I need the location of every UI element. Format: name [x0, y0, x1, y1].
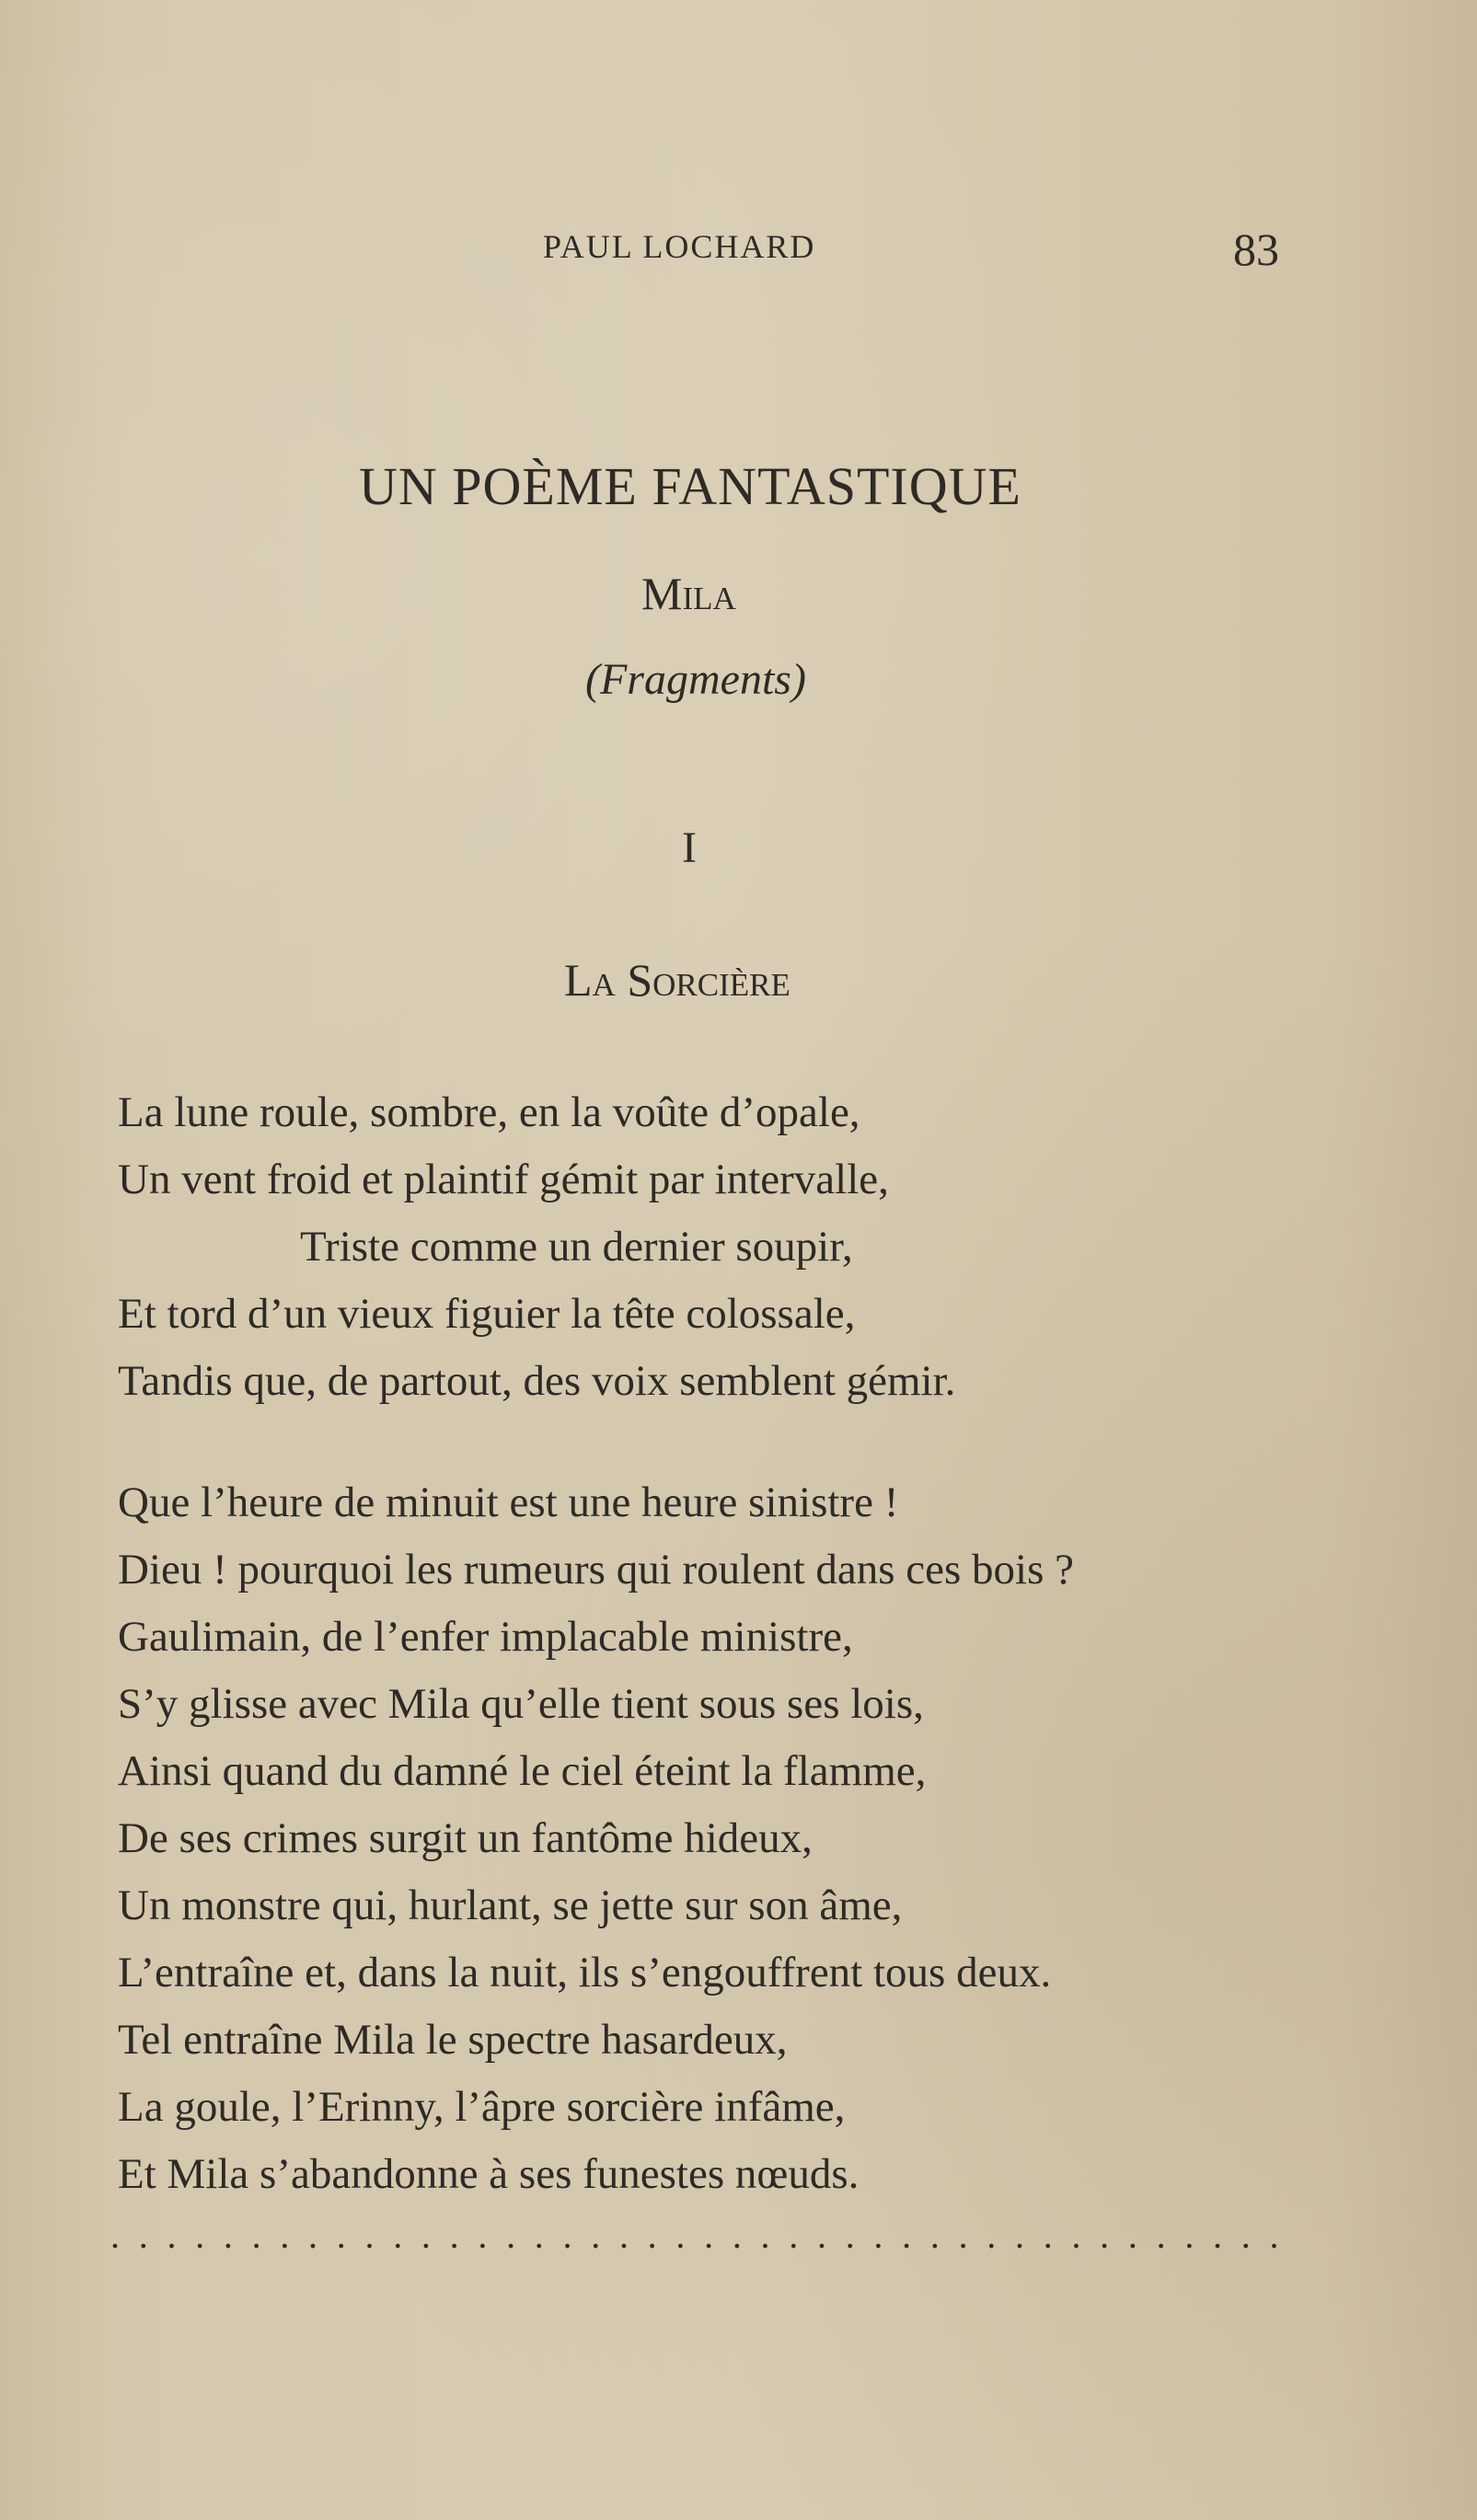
ellipsis-dot: .: [1071, 2215, 1081, 2256]
ellipsis-dot: .: [364, 2215, 375, 2256]
ellipsis-dot: .: [449, 2215, 459, 2256]
ellipsis-dot: .: [789, 2215, 799, 2256]
ellipsis-dot: .: [704, 2215, 714, 2256]
poem-line-2-2: Dieu ! pourquoi les rumeurs qui roulent dans ces bois ?: [118, 1546, 1075, 1594]
poem-line-2-4: S’y glisse avec Mila qu’elle tient sous ses lois,: [118, 1680, 924, 1728]
ellipsis-dot: .: [421, 2215, 431, 2256]
ellipsis-dot: .: [195, 2215, 205, 2256]
ellipsis-dot: .: [478, 2215, 488, 2256]
ellipsis-dot: .: [987, 2215, 997, 2256]
fragments-label: (Fragments): [585, 655, 806, 704]
ellipsis-dot: .: [336, 2215, 346, 2256]
ellipsis-dot: .: [618, 2215, 629, 2256]
section-number: I: [682, 823, 697, 872]
poem-title: UN POÈME FANTASTIQUE: [359, 456, 1021, 516]
ellipsis-dot: .: [675, 2215, 686, 2256]
poem-line-1-3: Triste comme un dernier soupir,: [300, 1223, 853, 1271]
ellipsis-dot: .: [902, 2215, 912, 2256]
ellipsis-dot: .: [1100, 2215, 1110, 2256]
ellipsis-dot: .: [929, 2215, 940, 2256]
ellipsis-dot: .: [562, 2215, 572, 2256]
ellipsis-dot: .: [1269, 2215, 1279, 2256]
page-number: 83: [1233, 224, 1279, 275]
poem-line-1-2: Un vent froid et plaintif gémit par intervalle,: [118, 1156, 889, 1203]
ellipsis-row: [110, 2217, 1279, 2254]
ellipsis-dot: .: [167, 2215, 177, 2256]
ellipsis-dot: .: [873, 2215, 883, 2256]
ellipsis-dot: .: [958, 2215, 968, 2256]
poem-line-2-7: Un monstre qui, hurlant, se jette sur son âme,: [118, 1881, 903, 1929]
poem-line-2-1: Que l’heure de minuit est une heure sinistre !: [118, 1479, 899, 1526]
ellipsis-dot: .: [1213, 2215, 1223, 2256]
running-header-author: PAUL LOCHARD: [543, 228, 816, 265]
ellipsis-dot: .: [223, 2215, 233, 2256]
ellipsis-dot: .: [1240, 2215, 1251, 2256]
ellipsis-dot: .: [534, 2215, 544, 2256]
ellipsis-dot: .: [280, 2215, 290, 2256]
poem-line-2-3: Gaulimain, de l’enfer implacable ministre,: [118, 1613, 853, 1661]
ellipsis-dot: .: [308, 2215, 318, 2256]
ellipsis-dot: .: [845, 2215, 855, 2256]
poem-line-1-4: Et tord d’un vieux figuier la tête colossale,: [118, 1290, 856, 1338]
ellipsis-dot: .: [110, 2215, 120, 2256]
section-title: La Sorcière: [564, 954, 790, 1006]
ellipsis-dot: .: [1184, 2215, 1194, 2256]
ellipsis-dot: .: [1043, 2215, 1053, 2256]
ellipsis-dot: .: [251, 2215, 261, 2256]
poem-line-2-5: Ainsi quand du damné le ciel éteint la flamme,: [118, 1747, 927, 1795]
poem-line-2-9: Tel entraîne Mila le spectre hasardeux,: [118, 2016, 788, 2064]
ellipsis-dot: .: [732, 2215, 742, 2256]
poem-line-2-11: Et Mila s’abandonne à ses funestes nœuds.: [118, 2150, 860, 2198]
poem-line-2-10: La goule, l’Erinny, l’âpre sorcière infâme,: [118, 2083, 846, 2131]
poem-line-1-1: La lune roule, sombre, en la voûte d’opale,: [118, 1088, 860, 1136]
ellipsis-dot: .: [760, 2215, 770, 2256]
ellipsis-dot: .: [1156, 2215, 1166, 2256]
ellipsis-dot: .: [816, 2215, 826, 2256]
ellipsis-dot: .: [1127, 2215, 1137, 2256]
poem-line-2-8: L’entraîne et, dans la nuit, ils s’engouffrent tous deux.: [118, 1949, 1052, 1996]
poem-line-1-5: Tandis que, de partout, des voix semblent gémir.: [118, 1357, 956, 1405]
ellipsis-dot: .: [1015, 2215, 1024, 2256]
poem-subtitle: Mila: [641, 568, 736, 619]
ellipsis-dot: .: [591, 2215, 601, 2256]
poem-line-2-6: De ses crimes surgit un fantôme hideux,: [118, 1814, 813, 1862]
ellipsis-dot: .: [506, 2215, 516, 2256]
ellipsis-dot: .: [138, 2215, 148, 2256]
ellipsis-dot: .: [647, 2215, 657, 2256]
ellipsis-dot: .: [393, 2215, 403, 2256]
